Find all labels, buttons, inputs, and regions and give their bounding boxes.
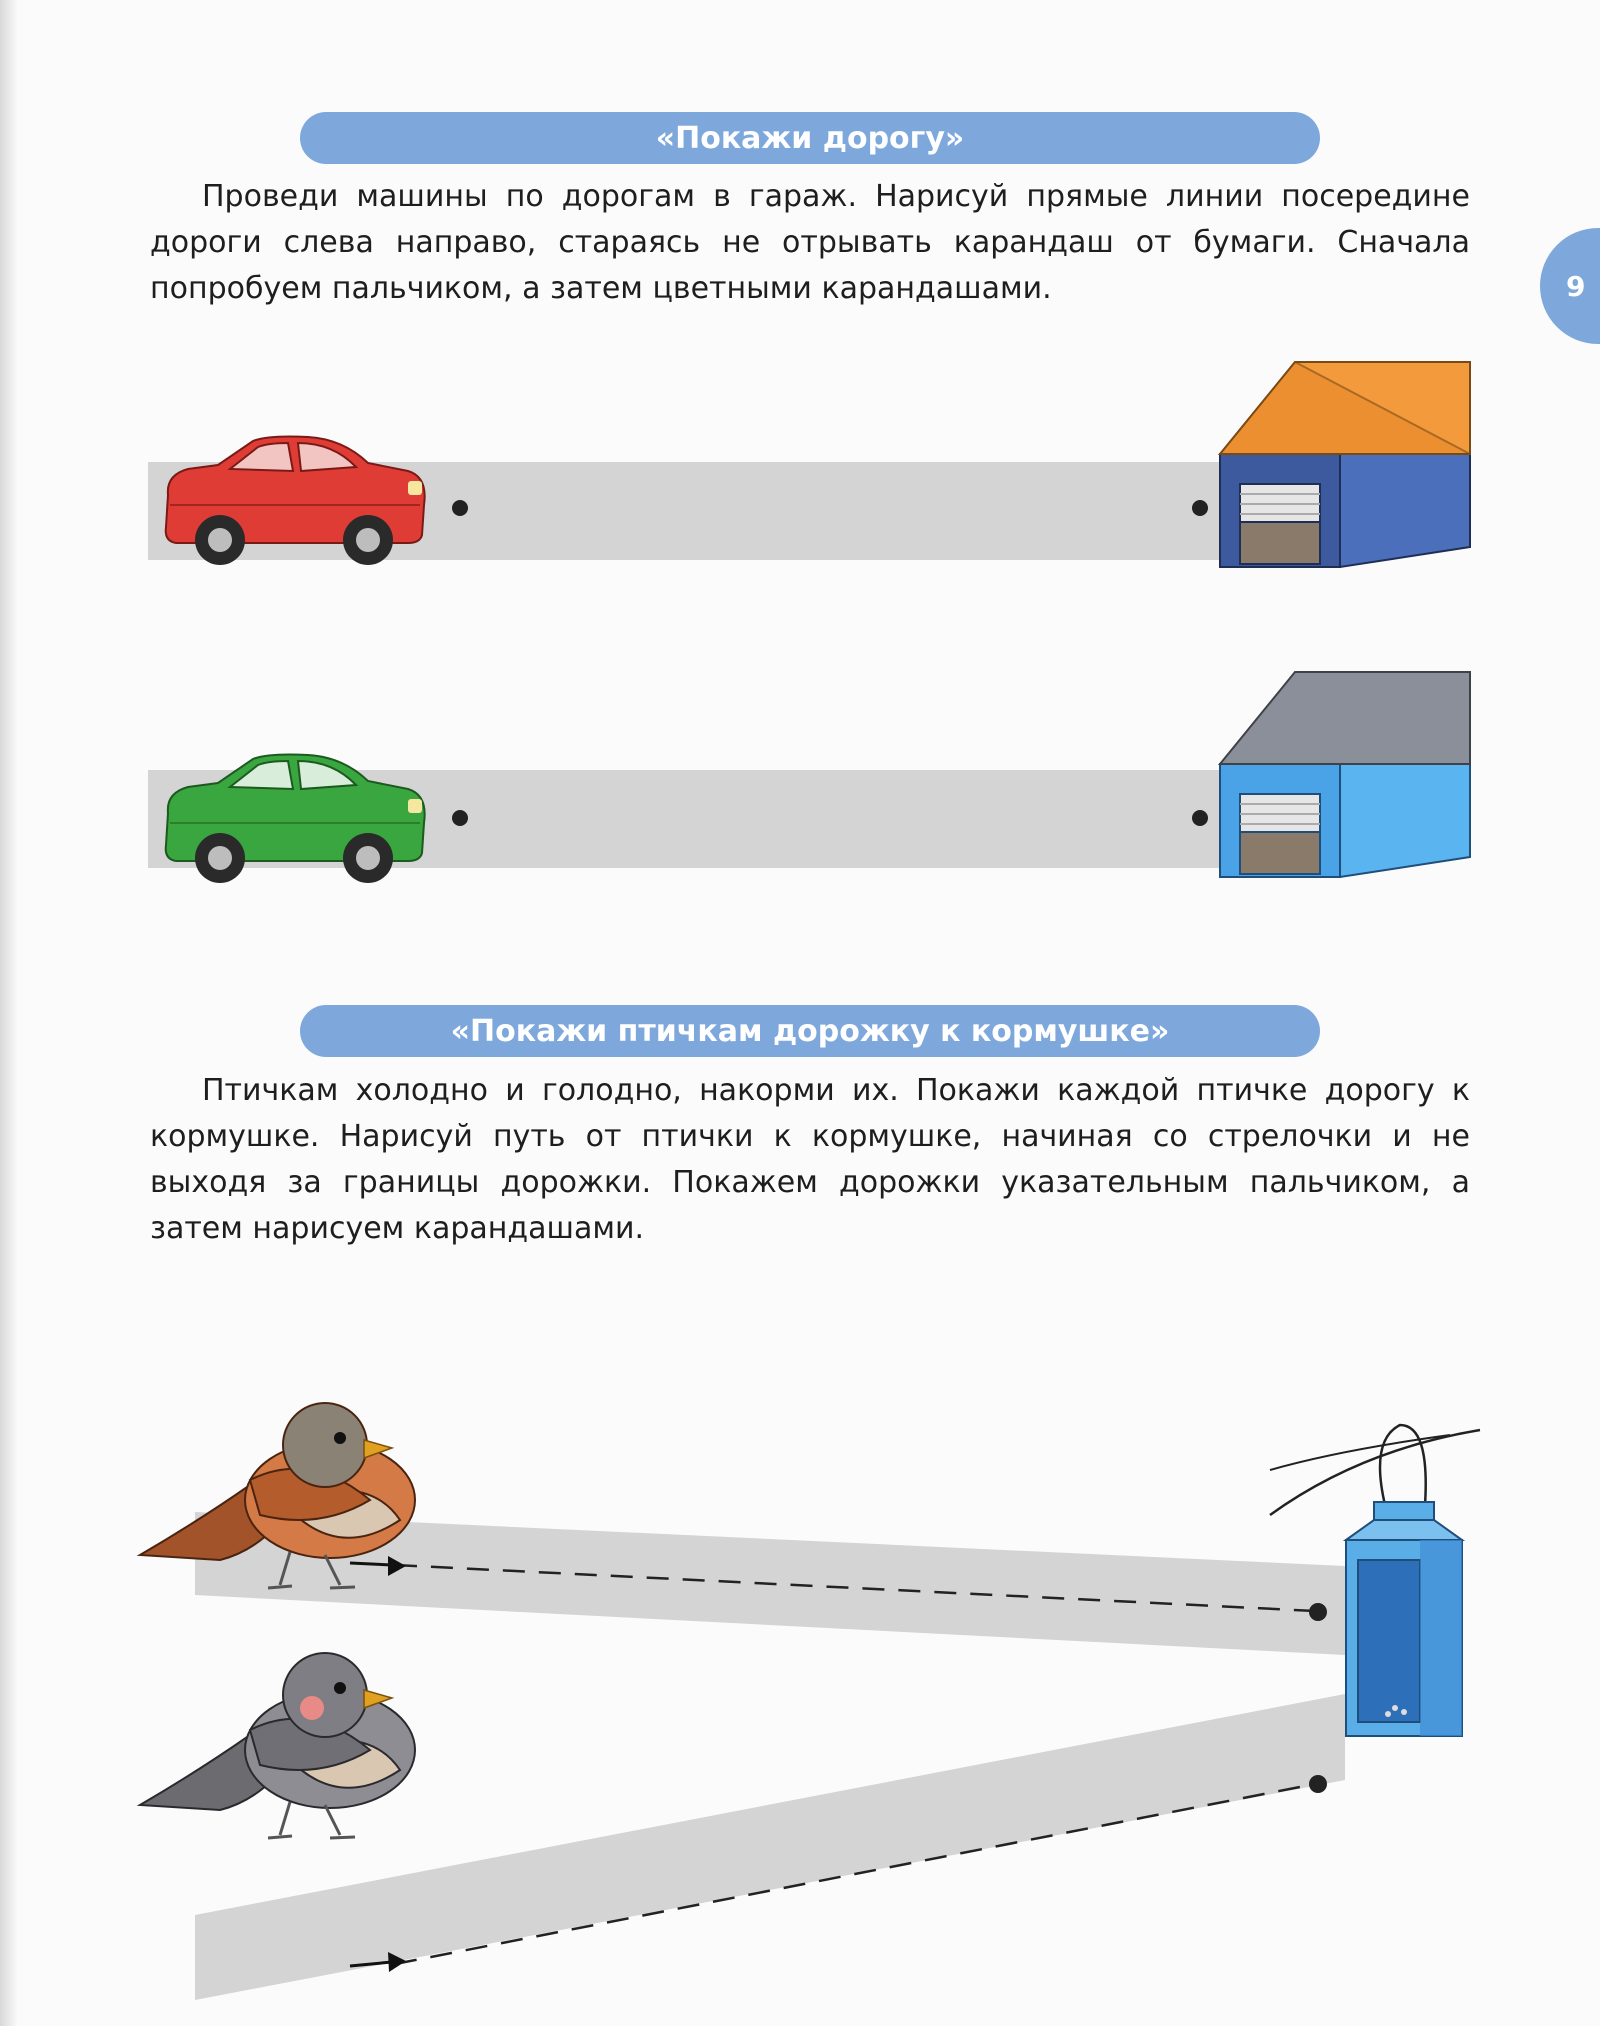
bird-path-1-end-dot[interactable]: [1309, 1603, 1327, 1621]
section1-title: «Покажи дорогу»: [300, 112, 1320, 164]
section2-title: «Покажи птичкам дорожку к кормушке»: [300, 1005, 1320, 1057]
gray-bird-icon: [140, 1653, 415, 1838]
orange-garage-icon: [1220, 362, 1470, 567]
road-1-start-dot[interactable]: [452, 500, 468, 516]
page-number: 9: [1540, 228, 1600, 344]
section1-instructions: Проведи машины по дорогам в гараж. Нарисуй прямые линии посередине дороги слева направо, стараясь не отрывать карандаш от бумаги. Сначала попробуем пальчиком, а затем цветными карандашами.: [150, 179, 1470, 306]
road-2-start-dot[interactable]: [452, 810, 468, 826]
section2-instructions: Птичкам холодно и голодно, накорми их. Покажи каждой птичке дорогу к кормушке. Нарисуй путь от птички к кормушке, начиная со стрелочки и не выходя за границы дорожки. Покажем дорожки указательным пальчиком, а затем нарисуем карандашами.: [150, 1073, 1470, 1246]
road-2-end-dot[interactable]: [1192, 810, 1208, 826]
road-1-end-dot[interactable]: [1192, 500, 1208, 516]
blue-garage-icon: [1220, 672, 1470, 877]
bird-path-2-end-dot[interactable]: [1309, 1775, 1327, 1793]
